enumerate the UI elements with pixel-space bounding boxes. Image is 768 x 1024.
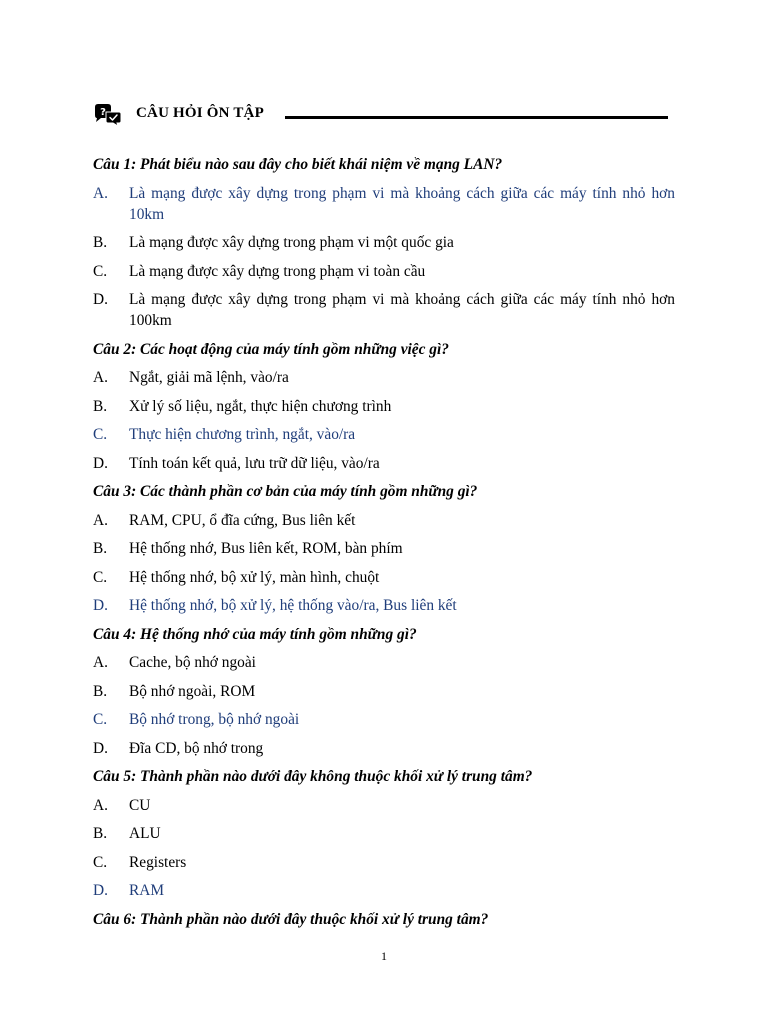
section-title: CÂU HỎI ÔN TẬP — [136, 105, 264, 121]
option-text: ALU — [129, 825, 161, 842]
option-letter: B. — [93, 397, 108, 415]
question-1-option-d — [93, 289, 675, 331]
option-text: Hệ thống nhớ, Bus liên kết, ROM, bàn phím — [129, 540, 403, 557]
question-3-option-c — [93, 567, 675, 588]
option-text: Là mạng được xây dựng trong phạm vi toàn cầu — [129, 262, 426, 280]
question-4-option-a — [93, 652, 675, 673]
option-letter: A. — [93, 654, 108, 671]
option-text: Cache, bộ nhớ ngoài — [129, 654, 256, 671]
option-text: Hệ thống nhớ, bộ xử lý, hệ thống vào/ra, Bus liên kết — [129, 597, 457, 614]
option-text: RAM, CPU, ổ đĩa cứng, Bus liên kết — [129, 511, 356, 529]
question-5-option-a — [93, 795, 675, 816]
question-4-option-d — [93, 738, 675, 759]
question-2-option-d — [93, 453, 675, 474]
question-2-option-a — [93, 367, 675, 388]
question-5-option-d — [93, 880, 675, 901]
option-letter: B. — [93, 682, 108, 700]
question-5-option-c — [93, 852, 675, 873]
question-4-option-c — [93, 709, 675, 730]
option-text: Bộ nhớ ngoài, ROM — [129, 682, 256, 700]
option-letter: C. — [93, 568, 108, 586]
svg-text:?: ? — [100, 107, 106, 118]
option-letter: C. — [93, 711, 108, 728]
question-3-option-a — [93, 510, 675, 531]
option-letter: B. — [93, 234, 108, 251]
option-letter: A. — [93, 511, 108, 529]
option-letter: C. — [93, 853, 108, 871]
option-letter: D. — [93, 454, 108, 472]
option-text: Là mạng được xây dựng trong phạm vi mà khoảng cách giữa các máy tính nhỏ hơn 100km — [129, 291, 675, 329]
option-letter: A. — [93, 369, 108, 386]
option-text: Thực hiện chương trình, ngắt, vào/ra — [129, 426, 356, 443]
question-bubble-icon — [92, 104, 122, 126]
option-letter: A. — [93, 796, 108, 814]
option-text: Là mạng được xây dựng trong phạm vi một quốc gia — [129, 234, 454, 251]
option-text: Hệ thống nhớ, bộ xử lý, màn hình, chuột — [129, 568, 380, 586]
question-2-option-c — [93, 424, 675, 445]
question-4-option-b — [93, 681, 675, 702]
question-list — [93, 154, 675, 937]
option-text: Tính toán kết quả, lưu trữ dữ liệu, vào/ra — [129, 454, 380, 472]
question-2: Câu 2: Các hoạt động của máy tính gồm những việc gì? — [93, 340, 449, 358]
question-3: Câu 3: Các thành phần cơ bản của máy tính gồm những gì? — [93, 483, 478, 500]
question-1-option-a — [93, 183, 675, 225]
option-text: Ngắt, giải mã lệnh, vào/ra — [129, 369, 289, 386]
question-3-option-b — [93, 538, 675, 559]
option-text: Đĩa CD, bộ nhớ trong — [129, 739, 264, 757]
question-1: Câu 1: Phát biểu nào sau đây cho biết khái niệm về mạng LAN? — [93, 156, 503, 173]
option-letter: D. — [93, 597, 108, 614]
header-rule — [285, 116, 668, 119]
option-letter: D. — [93, 291, 108, 308]
option-letter: C. — [93, 262, 108, 280]
question-2-option-b — [93, 396, 675, 417]
question-4: Câu 4: Hệ thống nhớ của máy tính gồm những gì? — [93, 625, 417, 643]
option-text: Xử lý số liệu, ngắt, thực hiện chương trình — [129, 397, 392, 415]
option-text: CU — [129, 796, 151, 814]
question-5: Câu 5: Thành phần nào dưới đây không thuộc khối xử lý trung tâm? — [93, 768, 533, 785]
option-text: Registers — [129, 853, 187, 871]
option-letter: C. — [93, 426, 108, 443]
question-3-option-d — [93, 595, 675, 616]
question-1-option-c — [93, 261, 675, 282]
option-letter: D. — [93, 882, 108, 899]
option-letter: D. — [93, 739, 108, 757]
option-text: Là mạng được xây dựng trong phạm vi mà khoảng cách giữa các máy tính nhỏ hơn 10km — [129, 184, 675, 223]
section-header — [92, 104, 668, 128]
option-text: RAM — [129, 882, 165, 899]
option-text: Bộ nhớ trong, bộ nhớ ngoài — [129, 711, 300, 728]
option-letter: A. — [93, 184, 108, 202]
option-letter: B. — [93, 825, 108, 842]
question-5-option-b — [93, 823, 675, 844]
option-letter: B. — [93, 540, 108, 557]
page-number: 1 — [381, 949, 387, 963]
question-1-option-b — [93, 232, 675, 253]
question-6: Câu 6: Thành phần nào dưới đây thuộc khối xử lý trung tâm? — [93, 910, 489, 928]
